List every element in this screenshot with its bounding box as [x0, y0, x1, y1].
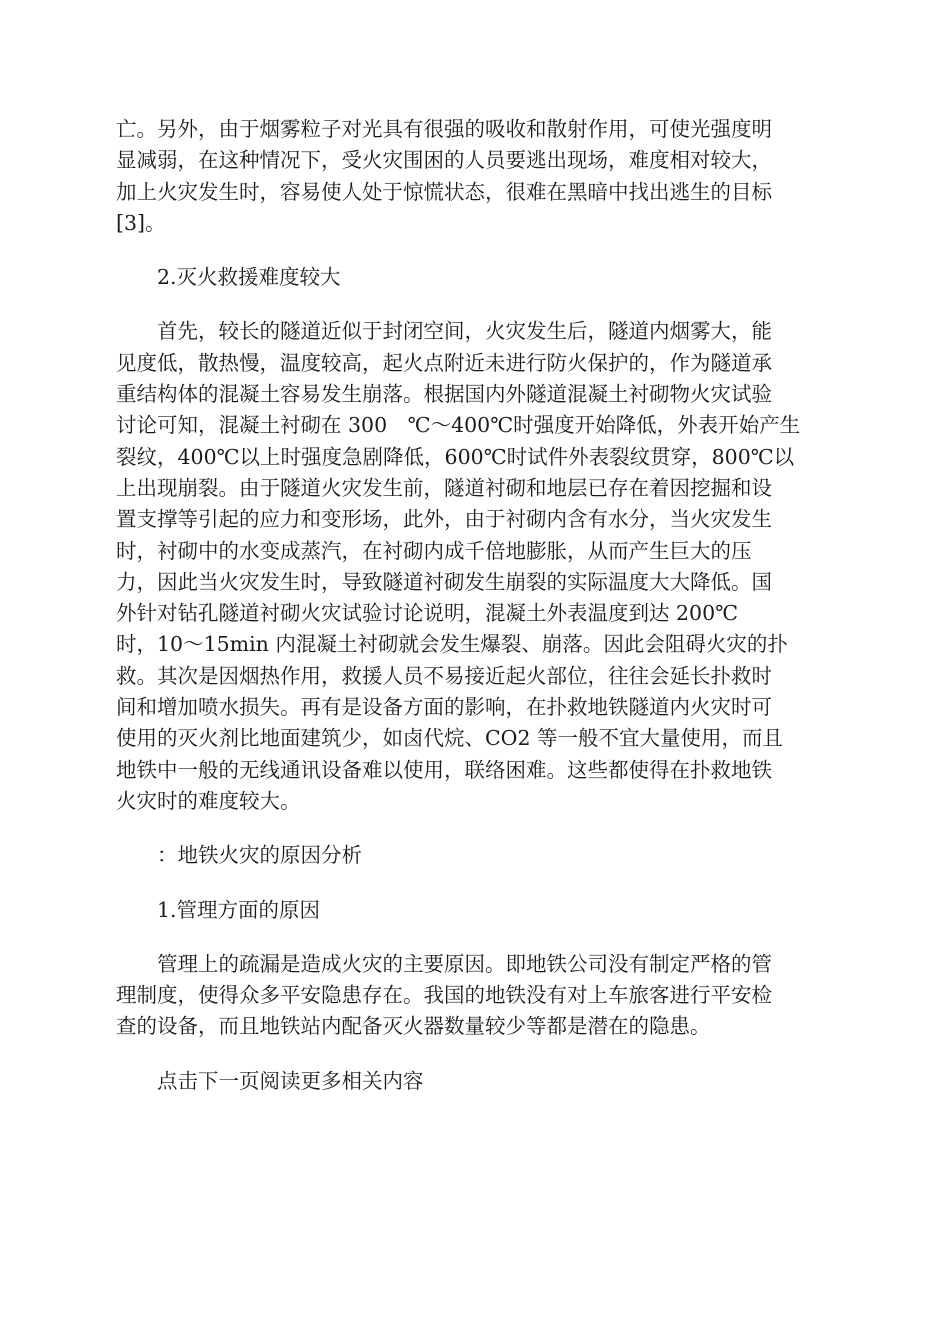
- text-line: [116, 208, 838, 239]
- text-line: [116, 348, 838, 379]
- text-line: [116, 567, 838, 598]
- paragraph-body-1: [116, 316, 838, 817]
- text-line: [116, 629, 838, 660]
- text-line: [116, 895, 838, 926]
- paragraph-heading-2: [116, 262, 838, 293]
- line-text: [3]。: [116, 210, 166, 235]
- paragraph-next-page[interactable]: [116, 1066, 838, 1097]
- line-text: 裂纹，400℃以上时强度急剧降低，600℃时试件外表裂纹贯穿，800℃以: [116, 444, 795, 469]
- text-line: [116, 262, 838, 293]
- text-line: [116, 316, 838, 347]
- paragraph-heading-1: [116, 895, 838, 926]
- line-text: 重结构体的混凝土容易发生崩落。根据国内外隧道混凝土衬砌物火灾试验: [116, 382, 772, 407]
- line-text: 外针对钻孔隧道衬砌火灾试验讨论说明，混凝土外表温度到达 200℃: [116, 601, 739, 626]
- text-line: [116, 473, 838, 504]
- line-text: 首先，较长的隧道近似于封闭空间，火灾发生后，隧道内烟雾大，能: [157, 319, 772, 344]
- line-text: 亡。另外，由于烟雾粒子对光具有很强的吸收和散射作用，可使光强度明: [116, 117, 772, 141]
- text-line: [116, 786, 838, 817]
- line-text: 2.灭火救援难度较大: [157, 265, 341, 290]
- line-text: 点击下一页阅读更多相关内容: [157, 1068, 424, 1093]
- line-text: 加上火灾发生时，容易使人处于惊慌状态，很难在黑暗中找出逃生的目标: [116, 179, 772, 204]
- line-text: 理制度，使得众多平安隐患存在。我国的地铁没有对上车旅客进行平安检: [116, 983, 772, 1008]
- text-line: [116, 536, 838, 567]
- line-text: 管理上的疏漏是造成火灾的主要原因。即地铁公司没有制定严格的管: [157, 951, 772, 976]
- text-line: [116, 410, 838, 441]
- line-text: 见度低，散热慢，温度较高，起火点附近未进行防火保护的，作为隧道承: [116, 350, 772, 375]
- line-text: 显减弱，在这种情况下，受火灾围困的人员要逃出现场，难度相对较大，: [116, 148, 772, 173]
- line-text: 1.管理方面的原因: [157, 897, 321, 922]
- line-text: 力，因此当火灾发生时，导致隧道衬砌发生崩裂的实际温度大大降低。国: [116, 569, 772, 594]
- text-line: [116, 442, 838, 473]
- document-body: [116, 114, 838, 1120]
- line-text: 火灾时的难度较大。: [116, 788, 301, 813]
- line-text: 使用的灭火剂比地面建筑少，如卤代烷、CO2 等一般不宜大量使用，而且: [116, 726, 784, 751]
- text-line: [116, 1066, 838, 1097]
- text-line: [116, 504, 838, 535]
- text-line: [116, 661, 838, 692]
- line-text: 上出现崩裂。由于隧道火灾发生前，隧道衬砌和地层已存在着因挖掘和设: [116, 475, 772, 500]
- line-text: 时，10～15min 内混凝土衬砌就会发生爆裂、崩落。因此会阻碍火灾的扑: [116, 632, 788, 657]
- line-text: 时，衬砌中的水变成蒸汽，在衬砌内成千倍地膨胀，从而产生巨大的压: [116, 538, 752, 563]
- text-line: [116, 145, 838, 176]
- paragraph-heading-cause: [116, 840, 838, 871]
- line-text: 讨论可知，混凝土衬砌在 300 ℃～400℃时强度开始降低，外表开始产生: [116, 413, 801, 438]
- text-line: [116, 1011, 838, 1042]
- line-text: ：地铁火灾的原因分析: [157, 843, 362, 868]
- paragraph-intro-cont: [116, 114, 838, 239]
- text-line: [116, 598, 838, 629]
- text-line: [116, 755, 838, 786]
- text-line: [116, 379, 838, 410]
- text-line: [116, 840, 838, 871]
- paragraph-body-2: [116, 949, 838, 1043]
- line-text: 地铁中一般的无线通讯设备难以使用，联络困难。这些都使得在扑救地铁: [116, 757, 772, 782]
- text-line: [116, 177, 838, 208]
- text-line: [116, 692, 838, 723]
- line-text: 置支撑等引起的应力和变形场，此外，由于衬砌内含有水分，当火灾发生: [116, 507, 772, 532]
- line-text: 查的设备，而且地铁站内配备灭火器数量较少等都是潜在的隐患。: [116, 1014, 711, 1039]
- text-line: [116, 949, 838, 980]
- line-text: 间和增加喷水损失。再有是设备方面的影响，在扑救地铁隧道内火灾时可: [116, 695, 772, 720]
- text-line: [116, 980, 838, 1011]
- text-line: [116, 114, 838, 145]
- text-line: [116, 723, 838, 754]
- line-text: 救。其次是因烟热作用，救援人员不易接近起火部位，往往会延长扑救时: [116, 663, 772, 688]
